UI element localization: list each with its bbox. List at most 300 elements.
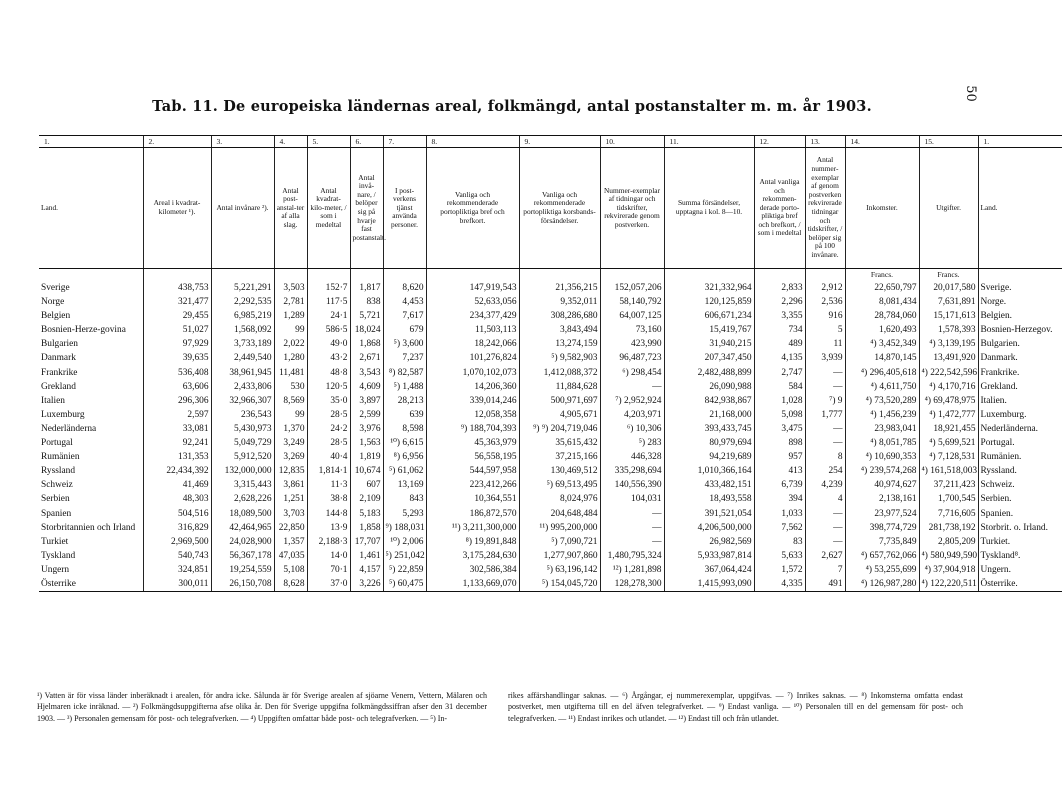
cell-pers: ⁸) 6,956 xyxy=(383,450,426,464)
column-header: Antal kvadrat-kilo-meter, / som i medeltal xyxy=(307,148,350,269)
table-row xyxy=(39,366,1062,380)
cell-inv: 5,221,291 xyxy=(211,281,274,295)
cell-summa: 606,671,234 xyxy=(664,309,754,323)
cell-land: Rumänien xyxy=(41,452,80,463)
table-row xyxy=(39,549,1062,563)
cell-pers: ⁵) 60,475 xyxy=(383,577,426,592)
cell-kvkm: 11·3 xyxy=(307,478,350,492)
table-row xyxy=(39,464,1062,478)
cell-invper: 3,226 xyxy=(350,577,383,592)
cell-invper: 10,674 xyxy=(350,464,383,478)
cell-ink: 7,735,849 xyxy=(845,535,919,549)
cell-tidn100: — xyxy=(805,422,845,436)
cell-bref100: 5,098 xyxy=(754,408,805,422)
cell-inv: 26,150,708 xyxy=(211,577,274,592)
cell-bref: ¹¹) 3,211,300,000 xyxy=(426,521,519,535)
cell-tidn: 58,140,792 xyxy=(600,295,664,309)
cell-summa: 120,125,859 xyxy=(664,295,754,309)
column-number: 4. xyxy=(274,136,307,148)
cell-summa: 367,064,424 xyxy=(664,563,754,577)
cell-land2: Schweiz. xyxy=(978,478,1062,492)
cell-post: 1,370 xyxy=(274,422,307,436)
cell-bref100: 7,562 xyxy=(754,521,805,535)
statistics-table xyxy=(39,135,1062,592)
cell-kvkm: 48·8 xyxy=(307,366,350,380)
column-header-row xyxy=(39,148,1062,269)
cell-utg: 37,211,423 xyxy=(919,478,978,492)
cell-tidn: 335,298,694 xyxy=(600,464,664,478)
cell-tidn100: 1,777 xyxy=(805,408,845,422)
cell-summa: 393,433,745 xyxy=(664,422,754,436)
table-row xyxy=(39,563,1062,577)
cell-summa: 321,332,964 xyxy=(664,281,754,295)
cell-kors: ⁵) 154,045,720 xyxy=(519,577,600,592)
cell-inv: 1,568,092 xyxy=(211,323,274,337)
column-number: 2. xyxy=(143,136,211,148)
cell-tidn100: — xyxy=(805,535,845,549)
cell-land2: Storbrit. o. Irland. xyxy=(978,521,1062,535)
cell-pers: 8,598 xyxy=(383,422,426,436)
cell-areal: 51,027 xyxy=(143,323,211,337)
table-row xyxy=(39,408,1062,422)
cell-inv: 2,449,540 xyxy=(211,351,274,365)
cell-ink: 23,977,524 xyxy=(845,507,919,521)
cell-summa: 5,933,987,814 xyxy=(664,549,754,563)
cell-ink: ⁴) 4,611,750 xyxy=(845,380,919,394)
cell-ink: 2,138,161 xyxy=(845,492,919,506)
cell-invper: 1,817 xyxy=(350,281,383,295)
cell-invper: 4,609 xyxy=(350,380,383,394)
cell-land: Nederländerna xyxy=(41,423,97,434)
cell-land2: Turkiet. xyxy=(978,535,1062,549)
cell-summa: 94,219,689 xyxy=(664,450,754,464)
column-number: 11. xyxy=(664,136,754,148)
column-number: 3. xyxy=(211,136,274,148)
footnotes-left: ¹) Vatten är för vissa länder inberäknadt i arealen, för andra icke. Sålunda är för Sverige arealen af sjöarne Venern, Vettern, Mälaren och Hjelmaren icke inräknad. — ²) Folkmängdsuppgifterna afse olika år. Den för Sverige uppgifna folkmängdssiffran afser den 31 december 1903. — ³) Personalen gemensam för post- och telegrafverken. — ⁴) Uppgiften omfattar både post- och telegrafverken. — ⁵) In- xyxy=(37,691,487,723)
cell-bref: 14,206,360 xyxy=(426,380,519,394)
column-number: 15. xyxy=(919,136,978,148)
cell-utg: ⁴) 69,478,975 xyxy=(919,394,978,408)
cell-post: 2,022 xyxy=(274,337,307,351)
cell-kvkm: 152·7 xyxy=(307,281,350,295)
cell-land: Grekland xyxy=(41,381,76,392)
cell-tidn: — xyxy=(600,380,664,394)
cell-tidn: ⁵) 283 xyxy=(600,436,664,450)
cell-ink: ⁴) 126,987,280 xyxy=(845,577,919,592)
cell-summa: 80,979,694 xyxy=(664,436,754,450)
cell-land: Italien xyxy=(41,395,65,406)
cell-tidn100: 254 xyxy=(805,464,845,478)
cell-invper: 1,461 xyxy=(350,549,383,563)
cell-ink: 23,983,041 xyxy=(845,422,919,436)
cell-post: 1,357 xyxy=(274,535,307,549)
cell-summa: 207,347,450 xyxy=(664,351,754,365)
cell-post: 47,035 xyxy=(274,549,307,563)
cell-pers: ¹⁰) 2,006 xyxy=(383,535,426,549)
table-row xyxy=(39,478,1062,492)
cell-areal: 321,477 xyxy=(143,295,211,309)
cell-utg: ⁴) 122,220,511 xyxy=(919,577,978,592)
cell-pers: 5,293 xyxy=(383,507,426,521)
table-row xyxy=(39,507,1062,521)
cell-tidn: 64,007,125 xyxy=(600,309,664,323)
cell-areal: 29,455 xyxy=(143,309,211,323)
cell-summa: 1,415,993,090 xyxy=(664,577,754,592)
cell-tidn: 104,031 xyxy=(600,492,664,506)
cell-tidn100: — xyxy=(805,366,845,380)
cell-ink: ⁴) 10,690,353 xyxy=(845,450,919,464)
cell-ink: 14,870,145 xyxy=(845,351,919,365)
table-title: Tab. 11. De europeiska ländernas areal, folkmängd, antal postanstalter m. m. år 1903. xyxy=(152,98,872,115)
cell-ink: ⁴) 296,405,618 xyxy=(845,366,919,380)
cell-ink: ⁴) 53,255,699 xyxy=(845,563,919,577)
cell-kvkm: 24·1 xyxy=(307,309,350,323)
cell-ink: ⁴) 657,762,066 xyxy=(845,549,919,563)
cell-bref: 56,558,195 xyxy=(426,450,519,464)
cell-post: 22,850 xyxy=(274,521,307,535)
cell-invper: 5,721 xyxy=(350,309,383,323)
cell-inv: 3,733,189 xyxy=(211,337,274,351)
cell-ink: ⁴) 73,520,289 xyxy=(845,394,919,408)
cell-tidn: 4,203,971 xyxy=(600,408,664,422)
cell-land: Storbritannien och Irland xyxy=(41,522,136,533)
cell-pers: ¹⁰) 6,615 xyxy=(383,436,426,450)
cell-pers: 639 xyxy=(383,408,426,422)
column-header: I post-verkens tjänst använda personer. xyxy=(383,148,426,269)
cell-land2: Norge. xyxy=(978,295,1062,309)
cell-ink: 22,650,797 xyxy=(845,281,919,295)
cell-areal: 97,929 xyxy=(143,337,211,351)
cell-kors: ⁵) 63,196,142 xyxy=(519,563,600,577)
cell-tidn: 96,487,723 xyxy=(600,351,664,365)
cell-bref100: 83 xyxy=(754,535,805,549)
cell-land2: Bosnien-Herzegov. xyxy=(978,323,1062,337)
cell-kors: 130,469,512 xyxy=(519,464,600,478)
cell-tidn: 73,160 xyxy=(600,323,664,337)
cell-post: 1,289 xyxy=(274,309,307,323)
column-number: 1. xyxy=(978,136,1062,148)
cell-invper: 3,897 xyxy=(350,394,383,408)
cell-land: Portugal xyxy=(41,438,73,449)
cell-kors: 3,843,494 xyxy=(519,323,600,337)
cell-areal: 48,303 xyxy=(143,492,211,506)
cell-post: 8,628 xyxy=(274,577,307,592)
cell-areal: 131,353 xyxy=(143,450,211,464)
cell-utg: 1,578,393 xyxy=(919,323,978,337)
cell-post: 1,251 xyxy=(274,492,307,506)
cell-ink: ⁴) 8,051,785 xyxy=(845,436,919,450)
cell-bref: 234,377,429 xyxy=(426,309,519,323)
cell-utg: 7,716,605 xyxy=(919,507,978,521)
cell-kors: 4,905,671 xyxy=(519,408,600,422)
cell-bref100: 957 xyxy=(754,450,805,464)
cell-land2: Sverige. xyxy=(978,281,1062,295)
cell-tidn: 140,556,390 xyxy=(600,478,664,492)
cell-summa: 2,482,488,899 xyxy=(664,366,754,380)
cell-tidn: ¹²) 1,281,898 xyxy=(600,563,664,577)
column-header: Nummer-exemplar af tidningar och tidskrifter, rekvirerade genom postverken. xyxy=(600,148,664,269)
cell-utg: ⁴) 3,139,195 xyxy=(919,337,978,351)
cell-utg: ⁴) 7,128,531 xyxy=(919,450,978,464)
cell-post: 3,503 xyxy=(274,281,307,295)
cell-pers: 843 xyxy=(383,492,426,506)
cell-inv: 5,912,520 xyxy=(211,450,274,464)
cell-areal: 2,969,500 xyxy=(143,535,211,549)
cell-tidn: ⁷) 2,952,924 xyxy=(600,394,664,408)
cell-land: Österrike xyxy=(39,577,143,592)
table-row xyxy=(39,394,1062,408)
column-header: Utgifter. xyxy=(919,148,978,269)
cell-summa: 26,982,569 xyxy=(664,535,754,549)
cell-land: Danmark xyxy=(41,353,76,364)
cell-bref100: 6,739 xyxy=(754,478,805,492)
cell-land2: Ungern. xyxy=(978,563,1062,577)
cell-areal: 63,606 xyxy=(143,380,211,394)
cell-utg: ⁴) 580,949,590 xyxy=(919,549,978,563)
column-header: Antal invå-nare, / belöper sig på hvarje fast postanstalt. xyxy=(350,148,383,269)
cell-bref100: 2,296 xyxy=(754,295,805,309)
cell-ink: 8,081,434 xyxy=(845,295,919,309)
cell-kors: ⁵) 69,513,495 xyxy=(519,478,600,492)
cell-inv: 19,254,559 xyxy=(211,563,274,577)
cell-post: 8,569 xyxy=(274,394,307,408)
cell-kvkm: 586·5 xyxy=(307,323,350,337)
cell-inv: 5,049,729 xyxy=(211,436,274,450)
cell-ink: 28,784,060 xyxy=(845,309,919,323)
cell-bref: 12,058,358 xyxy=(426,408,519,422)
cell-land: Spanien xyxy=(41,508,72,519)
cell-tidn: 446,328 xyxy=(600,450,664,464)
cell-tidn100: ⁷) 9 xyxy=(805,394,845,408)
cell-summa: 18,493,558 xyxy=(664,492,754,506)
column-header: Inkomster. xyxy=(845,148,919,269)
cell-land: Bosnien-Herze-govina xyxy=(41,325,126,336)
cell-land2: Ryssland. xyxy=(978,464,1062,478)
cell-bref: 45,363,979 xyxy=(426,436,519,450)
column-number: 12. xyxy=(754,136,805,148)
cell-land: Luxemburg xyxy=(41,409,85,420)
cell-kors: 204,648,484 xyxy=(519,507,600,521)
cell-bref: 339,014,246 xyxy=(426,394,519,408)
column-number: 8. xyxy=(426,136,519,148)
cell-land2: Belgien. xyxy=(978,309,1062,323)
cell-land2: Tyskland⁸. xyxy=(978,549,1062,563)
cell-bref: 101,276,824 xyxy=(426,351,519,365)
table-row xyxy=(39,577,1062,592)
column-header: Antal nummer-exemplar af genom postverken rekvirerade tidningar och tidskrifter, / belöper sig på 100 invånare. xyxy=(805,148,845,269)
cell-utg: ⁴) 4,170,716 xyxy=(919,380,978,394)
cell-land2: Österrike. xyxy=(978,577,1062,592)
table-row xyxy=(39,450,1062,464)
cell-invper: 838 xyxy=(350,295,383,309)
cell-kors: 35,615,432 xyxy=(519,436,600,450)
cell-bref100: 898 xyxy=(754,436,805,450)
cell-bref: 223,412,266 xyxy=(426,478,519,492)
cell-invper: 17,707 xyxy=(350,535,383,549)
cell-kvkm: 1,814·1 xyxy=(307,464,350,478)
cell-kvkm: 144·8 xyxy=(307,507,350,521)
table-row xyxy=(39,281,1062,295)
cell-kvkm: 43·2 xyxy=(307,351,350,365)
cell-utg: 20,017,580 xyxy=(919,281,978,295)
cell-kors: ¹¹) 995,200,000 xyxy=(519,521,600,535)
table-row xyxy=(39,380,1062,394)
cell-summa: 4,206,500,000 xyxy=(664,521,754,535)
cell-bref100: 584 xyxy=(754,380,805,394)
cell-areal: 92,241 xyxy=(143,436,211,450)
cell-kvkm: 28·5 xyxy=(307,408,350,422)
cell-bref: 10,364,551 xyxy=(426,492,519,506)
page-number: 50 xyxy=(962,85,978,102)
cell-areal: 438,753 xyxy=(143,281,211,295)
cell-utg: ⁴) 222,542,596 xyxy=(919,366,978,380)
cell-post: 99 xyxy=(274,323,307,337)
cell-invper: 1,858 xyxy=(350,521,383,535)
cell-invper: 2,599 xyxy=(350,408,383,422)
cell-bref: 186,872,570 xyxy=(426,507,519,521)
cell-bref100: 3,355 xyxy=(754,309,805,323)
cell-kvkm: 14·0 xyxy=(307,549,350,563)
cell-utg: ⁴) 1,472,777 xyxy=(919,408,978,422)
cell-tidn: 1,480,795,324 xyxy=(600,549,664,563)
cell-post: 99 xyxy=(274,408,307,422)
cell-kors: 8,024,976 xyxy=(519,492,600,506)
cell-kors: ⁹) ⁹) 204,719,046 xyxy=(519,422,600,436)
cell-land2: Nederländerna. xyxy=(978,422,1062,436)
cell-land: Belgien xyxy=(41,311,71,322)
column-header: Summa försändelser, upptagna i kol. 8—10. xyxy=(664,148,754,269)
cell-bref100: 4,335 xyxy=(754,577,805,592)
column-header: Antal post-anstal-ter af alla slag. xyxy=(274,148,307,269)
cell-pers: ⁸) 82,587 xyxy=(383,366,426,380)
cell-tidn100: — xyxy=(805,507,845,521)
cell-tidn100: 8 xyxy=(805,450,845,464)
column-number: 13. xyxy=(805,136,845,148)
cell-land2: Danmark. xyxy=(978,351,1062,365)
cell-invper: 607 xyxy=(350,478,383,492)
cell-bref: 147,919,543 xyxy=(426,281,519,295)
cell-invper: 1,819 xyxy=(350,450,383,464)
cell-tidn: — xyxy=(600,535,664,549)
cell-land: Norge xyxy=(41,297,65,308)
cell-utg: 2,805,209 xyxy=(919,535,978,549)
cell-kors: ⁵) 7,090,721 xyxy=(519,535,600,549)
cell-bref: ⁹) 188,704,393 xyxy=(426,422,519,436)
cell-kors: ⁵) 9,582,903 xyxy=(519,351,600,365)
cell-bref100: 1,028 xyxy=(754,394,805,408)
column-header: Land. xyxy=(978,148,1062,269)
cell-land: Bulgarien xyxy=(41,339,78,350)
cell-pers: 4,453 xyxy=(383,295,426,309)
footnotes-right: rikes affärshandlingar saknas. — ⁶) Årgångar, ej nummerexemplar, uppgifvas. — ⁷) Inrikes saknas. — ⁸) Inkomsterna omfatta endast postverket, men utgifterna till en del äfven telegrafverket. — ⁹) Endast vanliga. — ¹⁰) Personalen till en del gemensam för post- och telegrafverken. — ¹¹) Endast inrikes och utlandet. — ¹²) Endast till och från utlandet. xyxy=(508,691,963,723)
cell-tidn100: 11 xyxy=(805,337,845,351)
cell-tidn100: 4 xyxy=(805,492,845,506)
table-row xyxy=(39,436,1062,450)
cell-kvkm: 38·8 xyxy=(307,492,350,506)
column-header: Vanliga och rekommenderade portopliktiga korsbands-försändelser. xyxy=(519,148,600,269)
cell-ink: ⁴) 3,452,349 xyxy=(845,337,919,351)
cell-bref100: 394 xyxy=(754,492,805,506)
cell-invper: 3,976 xyxy=(350,422,383,436)
cell-post: 3,249 xyxy=(274,436,307,450)
cell-kvkm: 117·5 xyxy=(307,295,350,309)
cell-invper: 3,543 xyxy=(350,366,383,380)
cell-kors: 1,412,088,372 xyxy=(519,366,600,380)
cell-ink: ⁴) 239,574,268 xyxy=(845,464,919,478)
cell-summa: 391,521,054 xyxy=(664,507,754,521)
cell-land: Tyskland xyxy=(41,550,76,561)
column-number: 14. xyxy=(845,136,919,148)
column-header: Vanliga och rekommenderade portopliktiga bref och brefkort. xyxy=(426,148,519,269)
column-header: Antal invånare ²). xyxy=(211,148,274,269)
cell-pers: ⁵) 61,062 xyxy=(383,464,426,478)
cell-summa: 26,090,988 xyxy=(664,380,754,394)
cell-pers: 7,617 xyxy=(383,309,426,323)
table-row xyxy=(39,351,1062,365)
cell-kvkm: 37·0 xyxy=(307,577,350,592)
cell-bref100: 2,833 xyxy=(754,281,805,295)
cell-post: 3,861 xyxy=(274,478,307,492)
column-number: 1. xyxy=(39,136,143,148)
cell-pers: 8,620 xyxy=(383,281,426,295)
table-row xyxy=(39,295,1062,309)
cell-post: 3,269 xyxy=(274,450,307,464)
cell-inv: 5,430,973 xyxy=(211,422,274,436)
cell-areal: 324,851 xyxy=(143,563,211,577)
cell-post: 5,108 xyxy=(274,563,307,577)
cell-tidn100: — xyxy=(805,380,845,394)
cell-summa: 21,168,000 xyxy=(664,408,754,422)
table-row xyxy=(39,422,1062,436)
cell-invper: 1,563 xyxy=(350,436,383,450)
cell-bref100: 734 xyxy=(754,323,805,337)
column-header: Antal vanliga och rekommen-derade porto-pliktiga bref och brefkort, / som i medeltal xyxy=(754,148,805,269)
column-number: 5. xyxy=(307,136,350,148)
cell-pers: 13,169 xyxy=(383,478,426,492)
cell-kvkm: 49·0 xyxy=(307,337,350,351)
cell-areal: 300,011 xyxy=(143,577,211,592)
cell-tidn: 423,990 xyxy=(600,337,664,351)
cell-post: 11,481 xyxy=(274,366,307,380)
cell-tidn: ⁶) 10,306 xyxy=(600,422,664,436)
cell-ink: 1,620,493 xyxy=(845,323,919,337)
cell-inv: 132,000,000 xyxy=(211,464,274,478)
cell-bref: 11,503,113 xyxy=(426,323,519,337)
cell-inv: 3,315,443 xyxy=(211,478,274,492)
cell-utg: 13,491,920 xyxy=(919,351,978,365)
cell-utg: 1,700,545 xyxy=(919,492,978,506)
cell-post: 530 xyxy=(274,380,307,394)
cell-areal: 504,516 xyxy=(143,507,211,521)
cell-invper: 4,157 xyxy=(350,563,383,577)
cell-utg: ⁴) 37,904,918 xyxy=(919,563,978,577)
column-number: 9. xyxy=(519,136,600,148)
table-row xyxy=(39,309,1062,323)
cell-kvkm: 28·5 xyxy=(307,436,350,450)
cell-summa: 31,940,215 xyxy=(664,337,754,351)
cell-bref100: 1,572 xyxy=(754,563,805,577)
cell-post: 3,703 xyxy=(274,507,307,521)
cell-inv: 42,464,965 xyxy=(211,521,274,535)
cell-pers: ⁵) 3,600 xyxy=(383,337,426,351)
cell-land: Serbien xyxy=(41,494,70,505)
column-header: Areal i kvadrat-kilometer ¹). xyxy=(143,148,211,269)
table-row xyxy=(39,323,1062,337)
cell-land2: Bulgarien. xyxy=(978,337,1062,351)
cell-pers: ⁵) 251,042 xyxy=(383,549,426,563)
cell-bref: 18,242,066 xyxy=(426,337,519,351)
cell-tidn: — xyxy=(600,521,664,535)
